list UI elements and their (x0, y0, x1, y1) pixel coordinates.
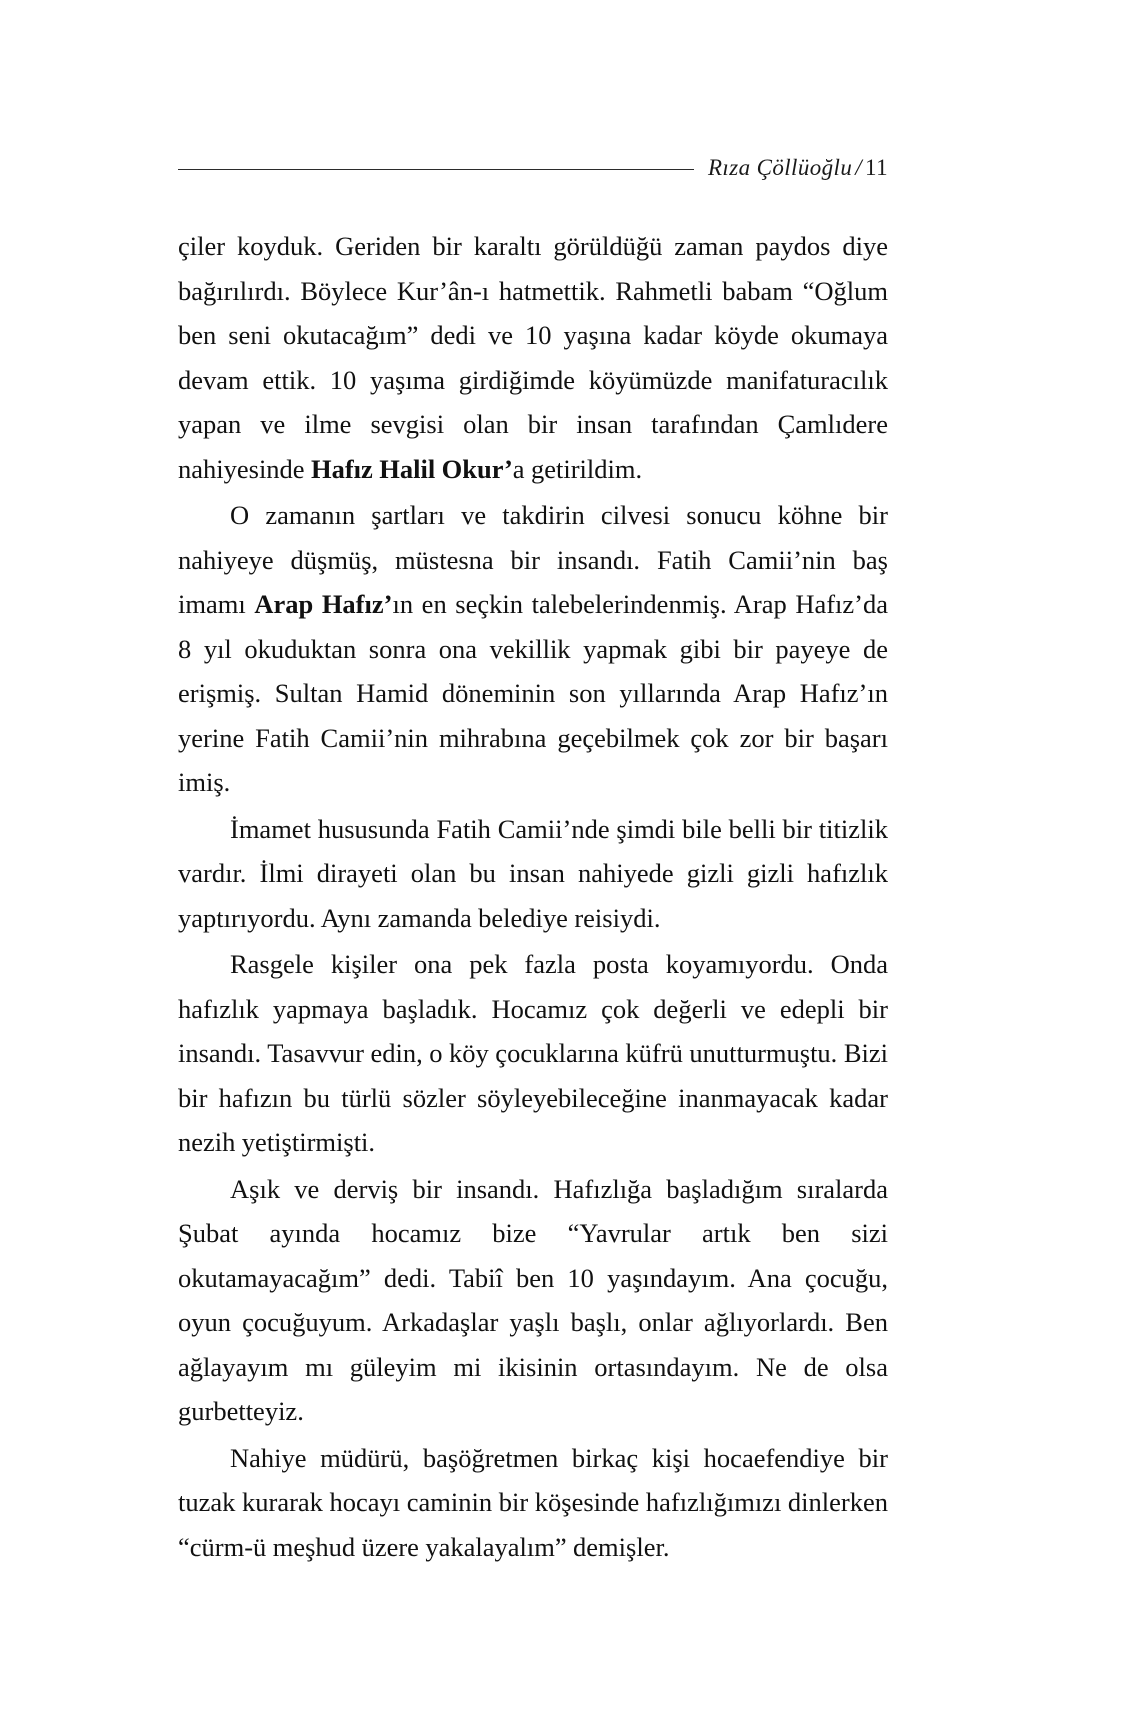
text-run: ın en seçkin talebelerindenmiş. Arap Hafız’da 8 yıl okuduktan sonra ona vekillik yapmak gibi bir payeye de erişmiş. Sultan Hamid döneminin son yıllarında Arap Hafız’ın yerine Fatih Camii’nin mihrabına geçebilmek çok zor bir başarı imiş. (178, 589, 889, 797)
paragraph (178, 1436, 888, 1570)
text-run: Rasgele kişiler ona pek fazla posta koyamıyordu. Onda hafızlık yapmaya başladık. Hocamız çok değerli ve edepli bir insandı. Tasavvur edin, o köy çocuklarına küfrü unutturmuştu. Bizi bir hafızın bu türlü sözler söyleyebileceğine inanmayacak kadar nezih yetiştirmişti. (178, 949, 888, 1157)
paragraph (178, 1167, 888, 1434)
paragraph (178, 942, 888, 1165)
header-author-and-page (708, 155, 888, 181)
header-separator: / (855, 155, 863, 180)
bold-name-emphasis: Arap Hafız’ (254, 589, 393, 619)
text-run: a getirildim. (512, 453, 643, 484)
text-run: O zamanın şartları ve takdirin cilvesi sonucu köhne bir nahiyeye düşmüş, müstesna bir insandı. Fatih Camii’nin baş imamı (178, 500, 888, 619)
text-run: Aşık ve derviş bir insandı. Hafızlığa başladığım sıralarda Şubat ayında hocamız bize “Yavrular artık ben sizi okutamayacağım” dedi. Tabiî ben 10 yaşındayım. Ana çocuğu, oyun çocuğuyum. Arkadaşlar yaşlı başlı, onlar ağlıyorlardı. Ben ağlayayım mı güleyim mi ikisinin ortasındayım. Ne de olsa gurbetteyiz. (178, 1173, 888, 1426)
header-rule-divider (178, 169, 694, 170)
paragraph (178, 493, 888, 805)
running-header (178, 148, 888, 188)
page-content-area (178, 148, 888, 1571)
paragraph (178, 224, 888, 491)
bold-name-emphasis: Hafız Halil Okur’ (311, 453, 513, 484)
header-author-name: Rıza Çöllüoğlu (707, 155, 853, 180)
body-text-column (178, 224, 888, 1569)
page-number: 11 (865, 155, 888, 180)
text-run: çiler koyduk. Geriden bir karaltı görüldüğü zaman paydos diye bağırılırdı. Böylece Kur’ân-ı hatmettik. Rahmetli babam “Oğlum ben seni okutacağım” dedi ve 10 yaşına kadar köyde okumaya devam ettik. 10 yaşıma girdiğimde köyümüzde manifaturacılık yapan ve ilme sevgisi olan bir insan tarafından Çamlıdere nahiyesinde (178, 231, 888, 484)
text-run: İmamet hususunda Fatih Camii’nde şimdi bile belli bir titizlik vardır. İlmi dirayeti olan bu insan nahiyede gizli gizli hafızlık yaptırıyordu. Aynı zamanda belediye reisiydi. (178, 813, 888, 933)
paragraph (178, 807, 888, 941)
text-run: Nahiye müdürü, başöğretmen birkaç kişi hocaefendiye bir tuzak kurarak hocayı caminin bir köşesinde hafızlığımızı dinlerken “cürm-ü meşhud üzere yakalayalım” demişler. (178, 1442, 888, 1562)
